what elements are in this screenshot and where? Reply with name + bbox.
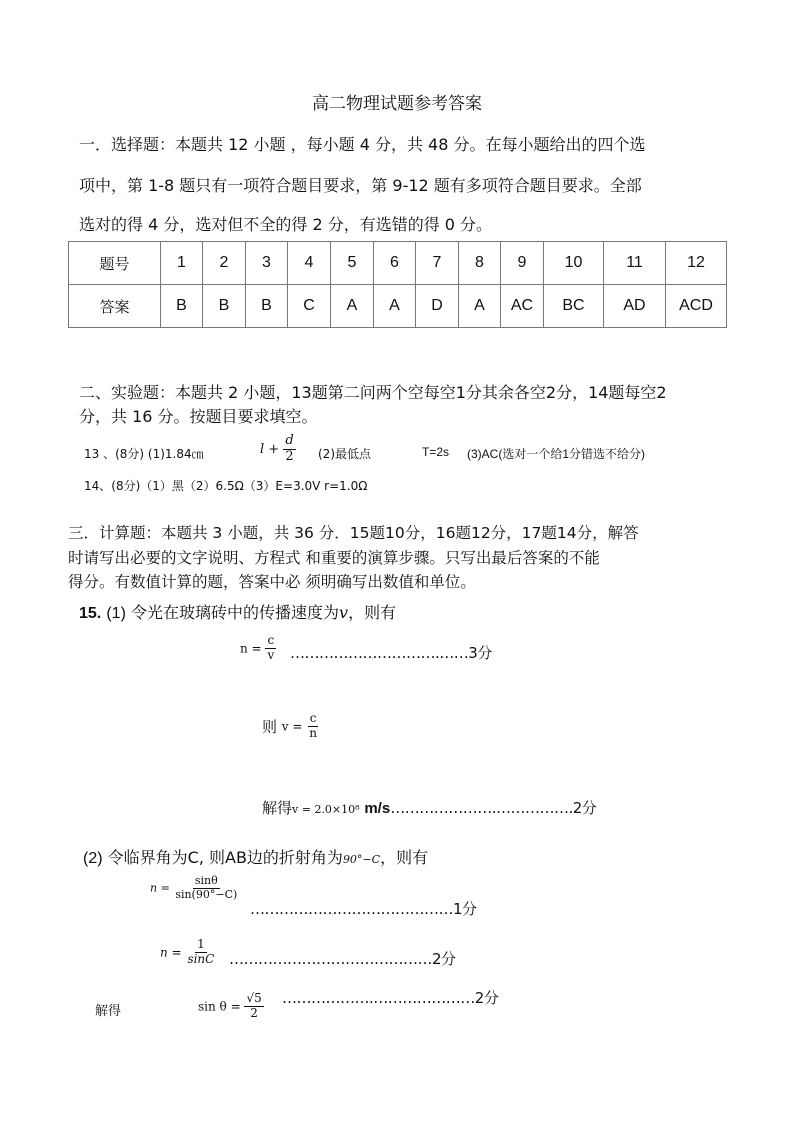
question-number: 5 [331, 242, 374, 285]
eq4-num: sinθ [194, 874, 218, 887]
q15-label: 15. [79, 605, 102, 622]
section2-line2: 分，共 16 分。按题目要求填空。 [79, 407, 318, 426]
q14-answer: 14、(8分)（1）黑（2）6.5Ω（3）E=3.0V r=1.0Ω [84, 479, 368, 493]
answer-cell: A [459, 285, 501, 328]
question-number: 3 [246, 242, 288, 285]
question-number: 11 [604, 242, 666, 285]
table-row-answers [69, 285, 727, 328]
table-row-numbers [69, 242, 727, 285]
eq3-prefix: 解得 [262, 799, 293, 817]
q15-part1-heading [79, 600, 396, 623]
eq5-den: sinC [187, 951, 215, 966]
section1-line3: 选对的得 4 分，选对但不全的得 2 分，有选错的得 0 分。 [79, 215, 493, 234]
question-number: 6 [374, 242, 416, 285]
eq6-score: 分 [483, 989, 499, 1007]
eq5-score: 分 [441, 950, 457, 968]
section3-line1: 三．计算题：本题共 3 小题，共 36 分．15题10分，16题12分，17题14分，解答 [68, 524, 639, 542]
eq2-prefix: 则 [262, 717, 278, 736]
q15-part1-intro-end: ，则有 [348, 603, 397, 622]
answer-cell: D [416, 285, 459, 328]
answer-cell: ACD [666, 285, 727, 328]
q13-formula-lhs: l + [260, 441, 280, 457]
q15-part1-label: (1) [106, 605, 126, 622]
page-title: 高二物理试题参考答案 [312, 94, 482, 114]
eq6-prefix: 解得 [95, 1004, 122, 1019]
eq1-score-line [290, 642, 492, 663]
eq5-dots: ……………………………………2 [229, 950, 442, 968]
q15-eq6 [198, 992, 264, 1021]
eq1-fraction [265, 634, 276, 663]
eq1-dots: ………………………….……3 [290, 644, 478, 662]
question-number: 7 [416, 242, 459, 285]
eq6-dots: ……………….…………………2 [282, 989, 484, 1007]
eq5-num: 1 [197, 937, 205, 951]
eq1-score: 分 [477, 644, 493, 662]
q15-part2-label: (2) [83, 850, 103, 867]
q13-fraction-den: 2 [285, 448, 294, 464]
question-number: 12 [666, 242, 727, 285]
eq6-fraction [244, 992, 263, 1021]
eq4-score: 分 [462, 900, 478, 918]
eq6-den: 2 [250, 1005, 258, 1020]
q15-part2-intro: 令临界角为C, 则AB边的折射角为 [107, 848, 343, 867]
eq5-lhs: n = [160, 945, 182, 960]
eq6-num: √5 [246, 991, 262, 1005]
q15-part1-intro: 令光在玻璃砖中的传播速度为 [131, 603, 340, 622]
eq3-value: v = 2.0×10⁸ [292, 803, 360, 816]
eq5-fraction [185, 938, 216, 967]
eq2-den: n [309, 725, 317, 740]
q13-fraction [283, 434, 295, 465]
q13-part4: (3)AC(选对一个给1分错选不给分) [467, 447, 646, 461]
eq4-fraction [173, 875, 239, 901]
q15-eq5 [160, 938, 216, 967]
eq4-score-line [250, 898, 477, 919]
answer-cell: AC [501, 285, 544, 328]
q15-part2-angle: 90°−C [342, 853, 381, 866]
row-label-answer: 答案 [69, 285, 161, 328]
answer-cell: B [246, 285, 288, 328]
q13-fraction-num: d [285, 433, 294, 448]
eq1-lhs: n = [240, 641, 262, 656]
q13-part3: T=2s [422, 445, 450, 459]
q13-part1: 13 、(8分) (1)1.84㎝ [84, 447, 204, 461]
eq2-lhs: v = [281, 719, 303, 734]
q13-part2: (2)最低点 [318, 447, 371, 461]
eq3-score: 分 [581, 799, 597, 817]
question-number: 9 [501, 242, 544, 285]
answer-table [68, 241, 727, 328]
section1-line1: 一．选择题：本题共 12 小题 ，每小题 4 分，共 48 分。在每小题给出的四个选 [79, 135, 646, 154]
eq4-lhs: n = [150, 881, 170, 895]
eq6-score-line [282, 987, 499, 1008]
eq4-dots: ……………………………………1 [250, 900, 463, 918]
section1-line2: 项中，第 1-8 题只有一项符合题目要求，第 9-12 题有多项符合题目要求。全部 [79, 176, 642, 195]
question-number: 8 [459, 242, 501, 285]
question-number: 10 [544, 242, 604, 285]
eq2-num: c [309, 711, 317, 725]
section3-line3: 得分。有数值计算的题，答案中必 须明确写出数值和单位。 [68, 573, 476, 591]
answer-cell: AD [604, 285, 666, 328]
answer-cell: A [331, 285, 374, 328]
question-number: 1 [161, 242, 203, 285]
q15-eq1 [240, 634, 276, 663]
answer-cell: B [161, 285, 203, 328]
answer-cell: C [288, 285, 331, 328]
answer-cell: A [374, 285, 416, 328]
section2-line1: 二、实验题：本题共 2 小题，13题第二问两个空每空1分其余各空2分，14题每空2 [79, 383, 667, 402]
eq1-den: v [267, 647, 275, 662]
eq2-fraction [307, 712, 319, 741]
q13-formula [260, 434, 296, 465]
question-number: 2 [203, 242, 246, 285]
eq6-lhs: sin θ = [198, 999, 241, 1014]
eq3-unit: m/s [364, 800, 391, 817]
q15-eq3 [262, 797, 597, 818]
q15-eq4 [150, 875, 239, 901]
row-label-number: 题号 [69, 242, 161, 285]
q15-part2-heading [83, 845, 428, 868]
q15-part1-var: v [339, 603, 349, 622]
section3-line2: 时请写出必要的文字说明、方程式 和重要的演算步骤。只写出最后答案的不能 [68, 549, 600, 567]
answer-cell: B [203, 285, 246, 328]
question-number: 4 [288, 242, 331, 285]
eq1-num: c [267, 633, 275, 647]
answer-cell: BC [544, 285, 604, 328]
eq4-den: sin(90°−C) [175, 887, 238, 901]
q15-eq2 [262, 712, 319, 741]
eq3-dots: ………………….…………….2 [390, 799, 582, 817]
eq5-score-line [229, 948, 456, 969]
q15-part2-intro-end: ，则有 [380, 848, 429, 867]
